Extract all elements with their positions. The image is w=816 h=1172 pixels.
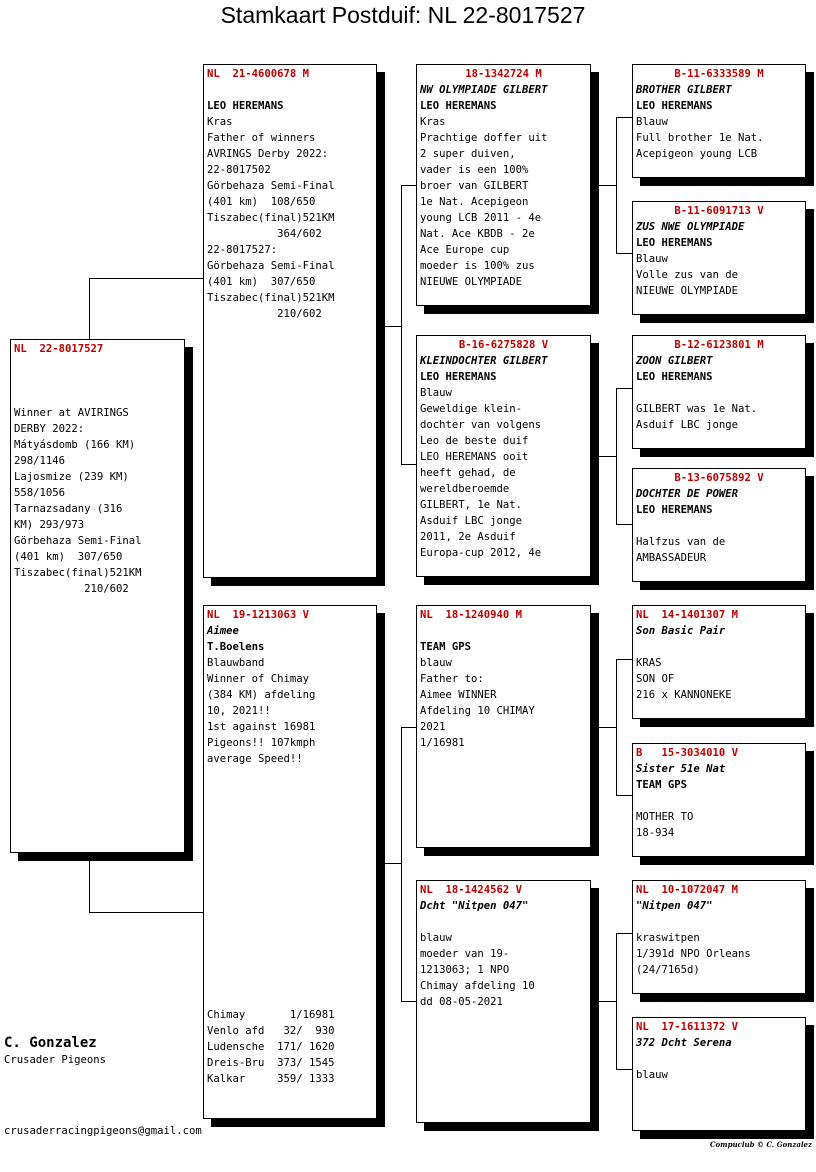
card-line: Father of winners	[207, 132, 316, 144]
connector	[616, 117, 617, 253]
connector	[616, 659, 632, 660]
owner-name: C. Gonzalez	[4, 1035, 97, 1051]
card-line: Full brother 1e Nat.	[636, 132, 764, 144]
connector	[616, 1069, 632, 1070]
card-line: moeder van 19-	[420, 948, 510, 960]
card-line: SON OF	[636, 673, 675, 685]
card-line: 2011, 2e Asduif	[420, 531, 516, 543]
ring-number: B-13-6075892 V	[674, 472, 764, 484]
footer-credit: Compuclub © C. Gonzalez	[709, 1140, 812, 1149]
card-line: 1/16981	[420, 737, 465, 749]
connector	[401, 727, 402, 1001]
card-line: Blauw	[420, 387, 452, 399]
connector	[616, 933, 617, 1069]
card-line: moeder is 100% zus	[420, 260, 535, 272]
card-line: blauw	[420, 932, 452, 944]
card-line: LEO HEREMANS ooit	[420, 451, 529, 463]
card-line: heeft gehad, de	[420, 467, 516, 479]
card-line	[207, 943, 373, 959]
connector	[616, 253, 632, 254]
card-line: KLEINDOCHTER GILBERT	[420, 355, 548, 367]
connector	[401, 727, 417, 728]
card-dam-dam-dam	[632, 1017, 806, 1131]
owner-loft: Crusader Pigeons	[4, 1054, 107, 1066]
card-line: Aimee	[207, 625, 239, 637]
card-line: (384 KM) afdeling	[207, 689, 316, 701]
card-line	[14, 389, 181, 405]
connector	[616, 117, 632, 118]
card-line: Ludensche 171/ 1620	[207, 1041, 335, 1053]
card-line	[207, 911, 373, 927]
card-line: Asduif LBC jonge	[636, 419, 739, 431]
card-line	[636, 518, 802, 534]
card-sire-sire-sire	[632, 64, 806, 178]
card-line: 18-934	[636, 827, 675, 839]
connector	[616, 388, 617, 524]
card-line: AVRINGS Derby 2022:	[207, 148, 329, 160]
card-line	[207, 975, 373, 991]
connector	[89, 852, 90, 913]
card-line: Europa-cup 2012, 4e	[420, 547, 542, 559]
connector	[616, 933, 632, 934]
card-line: LEO HEREMANS	[636, 100, 713, 112]
ring-number: NL 19-1213063 V	[207, 609, 310, 621]
card-line: Tiszabec(final)521KM	[207, 292, 335, 304]
card-line: dochter van volgens	[420, 419, 542, 431]
page-title: Stamkaart Postduif: NL 22-8017527	[220, 2, 586, 28]
card-line: (24/7165d)	[636, 964, 700, 976]
card-line: (401 km) 108/650	[207, 196, 316, 208]
card-line: Blauw	[636, 116, 668, 128]
connector	[598, 185, 616, 186]
card-dam-sire-sire	[632, 605, 806, 719]
card-line	[207, 847, 373, 863]
ring-number: NL 14-1401307 M	[636, 609, 739, 621]
card-line	[636, 914, 802, 930]
card-line	[636, 639, 802, 655]
card-line: dd 08-05-2021	[420, 996, 503, 1008]
owner-email[interactable]: crusaderracingpigeons@gmail.com	[4, 1125, 202, 1137]
card-line: LEO HEREMANS	[636, 237, 713, 249]
ring-number: B-11-6333589 M	[674, 68, 764, 80]
card-line	[420, 623, 587, 639]
card-line: Kras	[207, 116, 233, 128]
owner-block	[4, 1035, 106, 1066]
connector	[401, 464, 417, 465]
card-sire-dam	[416, 335, 591, 577]
card-line	[420, 914, 587, 930]
card-line: 210/602	[14, 583, 129, 595]
card-line	[207, 863, 373, 879]
card-line	[207, 927, 373, 943]
card-line: vader is een 100%	[420, 164, 529, 176]
card-line: GILBERT was 1e Nat.	[636, 403, 758, 415]
card-line: Nat. Ace KBDB - 2e	[420, 228, 535, 240]
card-line: Görbehaza Semi-Final	[207, 260, 335, 272]
card-line: DERBY 2022:	[14, 423, 85, 435]
card-line: Father to:	[420, 673, 484, 685]
card-line: 210/602	[207, 308, 322, 320]
card-line: 216 x KANNONEKE	[636, 689, 732, 701]
card-line: Pigeons!! 107kmph	[207, 737, 316, 749]
card-line: Tiszabec(final)521KM	[14, 567, 142, 579]
card-line: Tarnazsadany (316	[14, 503, 123, 515]
ring-number: B 15-3034010 V	[636, 747, 739, 759]
card-line: NW OLYMPIADE GILBERT	[420, 84, 548, 96]
card-line	[207, 82, 373, 98]
ring-number: B-11-6091713 V	[674, 205, 764, 217]
card-line: Aimee WINNER	[420, 689, 497, 701]
ring-number: B-16-6275828 V	[458, 339, 549, 351]
card-line: Ace Europe cup	[420, 244, 510, 256]
connector	[89, 278, 204, 279]
card-line: blauw	[420, 657, 452, 669]
card-line: Lajosmize (239 KM)	[14, 471, 129, 483]
card-line: wereldberoemde	[420, 483, 510, 495]
card-line: kraswitpen	[636, 932, 700, 944]
card-line: NIEUWE OLYMPIADE	[420, 276, 523, 288]
card-line: DOCHTER DE POWER	[636, 488, 739, 500]
card-line: Chimay afdeling 10	[420, 980, 535, 992]
card-line: Son Basic Pair	[636, 625, 726, 637]
card-sire-dam-sire	[632, 335, 806, 449]
card-line: MOTHER TO	[636, 811, 694, 823]
connector	[401, 185, 417, 186]
card-dam-dam	[416, 880, 591, 1123]
ring-number: NL 17-1611372 V	[636, 1021, 739, 1033]
card-line: blauw	[636, 1069, 668, 1081]
connector	[616, 659, 617, 795]
card-line: 22-8017502	[207, 164, 271, 176]
card-line: Asduif LBC jonge	[420, 515, 523, 527]
card-line: LEO HEREMANS	[636, 371, 713, 383]
card-line: 372 Dcht Serena	[636, 1037, 732, 1049]
card-line: 2021	[420, 721, 446, 733]
connector	[384, 326, 401, 327]
card-line: ZOON GILBERT	[636, 355, 713, 367]
card-line: Prachtige doffer uit	[420, 132, 548, 144]
card-line: Tiszabec(final)521KM	[207, 212, 335, 224]
card-line: average Speed!!	[207, 753, 303, 765]
card-line: Volle zus van de	[636, 269, 739, 281]
card-line: Kalkar 359/ 1333	[207, 1073, 335, 1085]
card-line: Mátyásdomb (166 KM)	[14, 439, 136, 451]
card-line: 298/1146	[14, 455, 66, 467]
ring-number: NL 21-4600678 M	[207, 68, 310, 80]
card-line: "Nitpen 047"	[636, 900, 713, 912]
card-line: NIEUWE OLYMPIADE	[636, 285, 739, 297]
ring-number: NL 10-1072047 M	[636, 884, 739, 896]
card-line	[14, 373, 181, 389]
card-subject	[10, 339, 185, 853]
card-line: AMBASSADEUR	[636, 552, 707, 564]
card-sire-sire	[416, 64, 591, 306]
connector	[401, 1001, 417, 1002]
card-line: LEO HEREMANS	[636, 504, 713, 516]
card-line	[207, 879, 373, 895]
connector	[89, 912, 204, 913]
connector	[616, 795, 632, 796]
card-line: Blauwband	[207, 657, 265, 669]
card-line	[207, 767, 373, 783]
card-line: (401 km) 307/650	[207, 276, 316, 288]
card-line	[636, 793, 802, 809]
card-line	[636, 385, 802, 401]
card-line	[207, 783, 373, 799]
card-line: Halfzus van de	[636, 536, 726, 548]
card-line: Winner at AVIRINGS	[14, 407, 129, 419]
card-line: ZUS NWE OLYMPIADE	[636, 221, 745, 233]
connector	[598, 727, 616, 728]
card-line: LEO HEREMANS	[420, 371, 497, 383]
card-line: TEAM GPS	[420, 641, 472, 653]
card-line: Görbehaza Semi-Final	[14, 535, 142, 547]
card-line: Blauw	[636, 253, 668, 265]
card-line: Winner of Chimay	[207, 673, 310, 685]
ring-number: NL 18-1424562 V	[420, 884, 523, 896]
connector	[384, 863, 401, 864]
card-line: 1213063; 1 NPO	[420, 964, 510, 976]
card-line	[207, 831, 373, 847]
card-line: 558/1056	[14, 487, 66, 499]
card-line: 1/391d NPO Orleans	[636, 948, 751, 960]
card-line: GILBERT, 1e Nat.	[420, 499, 523, 511]
card-line: broer van GILBERT	[420, 180, 529, 192]
card-line: 22-8017527:	[207, 244, 278, 256]
card-line: KRAS	[636, 657, 662, 669]
card-line: Dcht "Nitpen 047"	[420, 900, 529, 912]
connector	[89, 278, 90, 340]
card-line	[207, 895, 373, 911]
card-line: Geweldige klein-	[420, 403, 523, 415]
card-sire	[203, 64, 377, 578]
card-line: LEO HEREMANS	[420, 100, 497, 112]
card-sire-sire-dam	[632, 201, 806, 315]
card-line: 10, 2021!!	[207, 705, 271, 717]
card-line	[207, 959, 373, 975]
card-line: Venlo afd 32/ 930	[207, 1025, 335, 1037]
ring-number: NL 22-8017527	[14, 343, 104, 355]
card-line: Görbehaza Semi-Final	[207, 180, 335, 192]
card-line: Chimay 1/16981	[207, 1009, 335, 1021]
card-line: Dreis-Bru 373/ 1545	[207, 1057, 335, 1069]
card-line	[636, 1051, 802, 1067]
card-sire-dam-dam	[632, 468, 806, 582]
card-line: Afdeling 10 CHIMAY	[420, 705, 535, 717]
connector	[616, 388, 632, 389]
card-line	[207, 991, 373, 1007]
connector	[598, 456, 616, 457]
card-line: (401 km) 307/650	[14, 551, 123, 563]
card-line: Sister 51e Nat	[636, 763, 726, 775]
card-line: KM) 293/973	[14, 519, 85, 531]
card-line	[14, 357, 181, 373]
card-line: 364/602	[207, 228, 322, 240]
card-line: LEO HEREMANS	[207, 100, 284, 112]
card-line: T.Boelens	[207, 641, 265, 653]
card-dam-sire-dam	[632, 743, 806, 857]
card-line	[207, 799, 373, 815]
card-dam-sire	[416, 605, 591, 848]
card-dam	[203, 605, 377, 1119]
ring-number: NL 18-1240940 M	[420, 609, 523, 621]
card-line: BROTHER GILBERT	[636, 84, 732, 96]
card-line	[207, 815, 373, 831]
card-line: 1st against 16981	[207, 721, 316, 733]
card-line: 2 super duiven,	[420, 148, 516, 160]
card-line: Kras	[420, 116, 446, 128]
card-line: young LCB 2011 - 4e	[420, 212, 542, 224]
card-dam-dam-sire	[632, 880, 806, 994]
connector	[401, 185, 402, 464]
connector	[598, 1001, 616, 1002]
card-line: 1e Nat. Acepigeon	[420, 196, 529, 208]
card-line: TEAM GPS	[636, 779, 688, 791]
ring-number: B-12-6123801 M	[674, 339, 764, 351]
ring-number: 18-1342724 M	[465, 68, 542, 80]
card-line: Leo de beste duif	[420, 435, 529, 447]
connector	[616, 524, 632, 525]
card-line: Acepigeon young LCB	[636, 148, 758, 160]
